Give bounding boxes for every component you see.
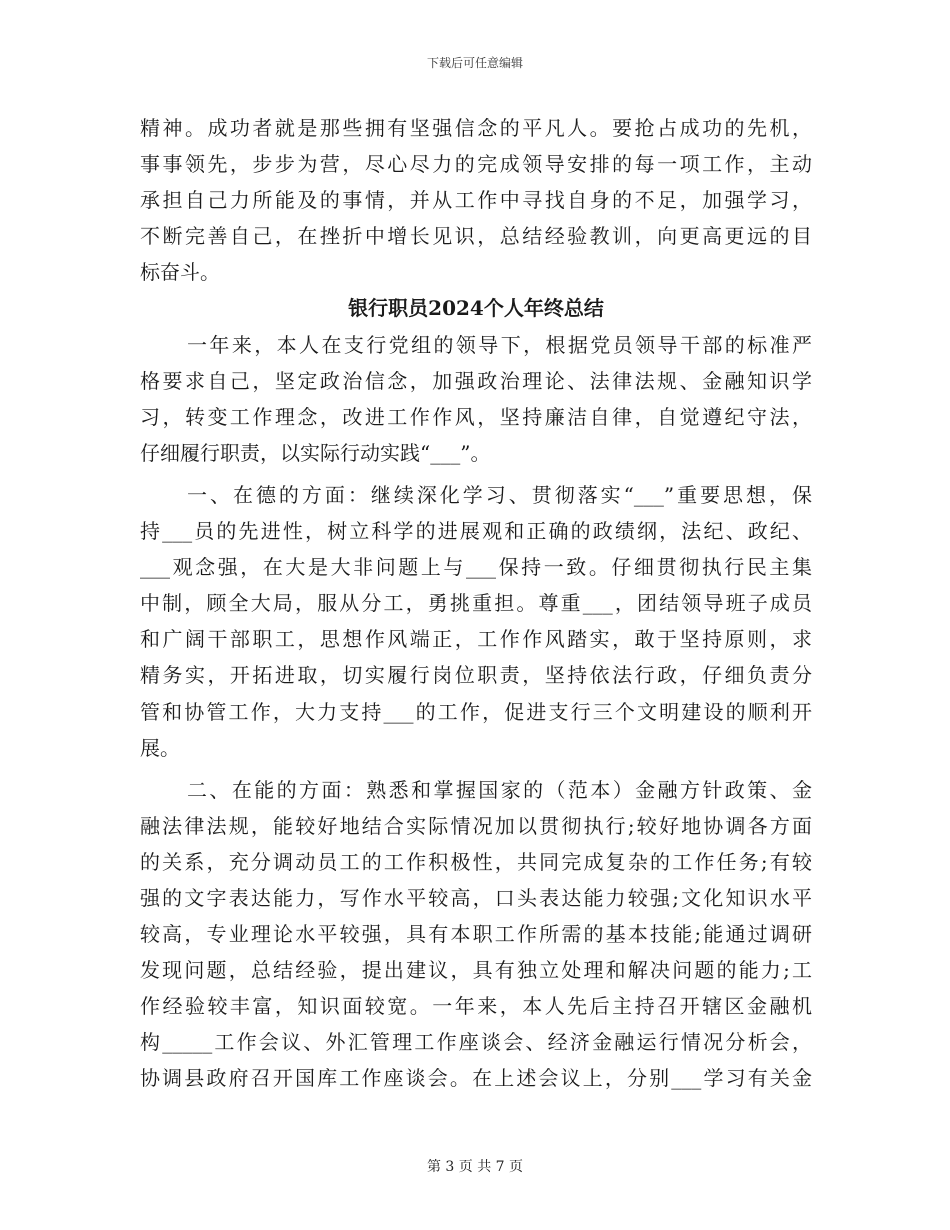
text-line: 和广阔干部职工，思想作风端正，工作作风踏实，敢于坚持原则，求 [140, 627, 812, 652]
text-line: 中制，顾全大局，服从分工，勇挑重担。尊重___，团结领导班子成员 [140, 591, 812, 616]
intro-paragraph [140, 110, 812, 290]
document-body [140, 110, 812, 1097]
text-line: 发现问题，总结经验，提出建议，具有独立处理和解决问题的能力;工 [140, 958, 812, 983]
text-line: 仔细履行职责，以实际行动实践“___”。 [140, 440, 491, 465]
text-line: 一、在德的方面：继续深化学习、贯彻落实“___”重要思想，保 [187, 482, 812, 507]
paragraph-2 [140, 477, 812, 766]
text-line: 标奋斗。 [140, 260, 220, 285]
text-line: 展。 [140, 735, 180, 760]
paragraph-1 [140, 327, 812, 471]
paragraph-3 [140, 772, 812, 1097]
text-line: 格要求自己，坚定政治信念，加强政治理论、法律法规、金融知识学 [140, 368, 812, 393]
text-line: 管和协管工作，大力支持___的工作，促进支行三个文明建设的顺利开 [140, 699, 812, 724]
text-line: 的关系，充分调动员工的工作积极性，共同完成复杂的工作任务;有较 [140, 849, 812, 874]
text-line: 持___员的先进性，树立科学的进展观和正确的政绩纲，法纪、政纪、 [140, 519, 812, 544]
text-line: 精务实，开拓进取，切实履行岗位职责，坚持依法行政，仔细负责分 [140, 663, 812, 688]
page-header: 下载后可任意编辑 [426, 56, 523, 70]
text-line: 较高，专业理论水平较强，具有本职工作所需的基本技能;能通过调研 [140, 922, 812, 947]
text-line: 构_____工作会议、外汇管理工作座谈会、经济金融运行情况分析会， [140, 1030, 812, 1055]
text-line: 一年来，本人在支行党组的领导下，根据党员领导干部的标准严 [187, 332, 812, 357]
text-line: 习，转变工作理念，改进工作作风，坚持廉洁自律，自觉遵纪守法， [140, 404, 812, 429]
text-line: 不断完善自己，在挫折中增长见识，总结经验教训，向更高更远的目 [140, 224, 812, 249]
text-line: 作经验较丰富，知识面较宽。一年来，本人先后主持召开辖区金融机 [140, 994, 812, 1019]
text-line: 协调县政府召开国库工作座谈会。在上述会议上，分别___学习有关金 [140, 1066, 812, 1091]
text-line: 二、在能的方面：熟悉和掌握国家的（范本）金融方针政策、金 [187, 777, 812, 802]
text-line: 强的文字表达能力，写作水平较高，口头表达能力较强;文化知识水平 [140, 885, 812, 910]
page-footer: 第 3 页 共 7 页 [426, 1159, 524, 1175]
text-line: 精神。成功者就是那些拥有坚强信念的平凡人。要抢占成功的先机， [140, 116, 812, 140]
text-line: 融法律法规，能较好地结合实际情况加以贯彻执行;较好地协调各方面 [140, 813, 812, 838]
section-title: 银行职员2024个人年终总结 [348, 296, 604, 321]
text-line: ___观念强，在大是大非问题上与___保持一致。仔细贯彻执行民主集 [140, 555, 812, 580]
text-line: 承担自己力所能及的事情，并从工作中寻找自身的不足，加强学习， [140, 188, 812, 213]
text-line: 事事领先，步步为营，尽心尽力的完成领导安排的每一项工作，主动 [140, 152, 812, 177]
